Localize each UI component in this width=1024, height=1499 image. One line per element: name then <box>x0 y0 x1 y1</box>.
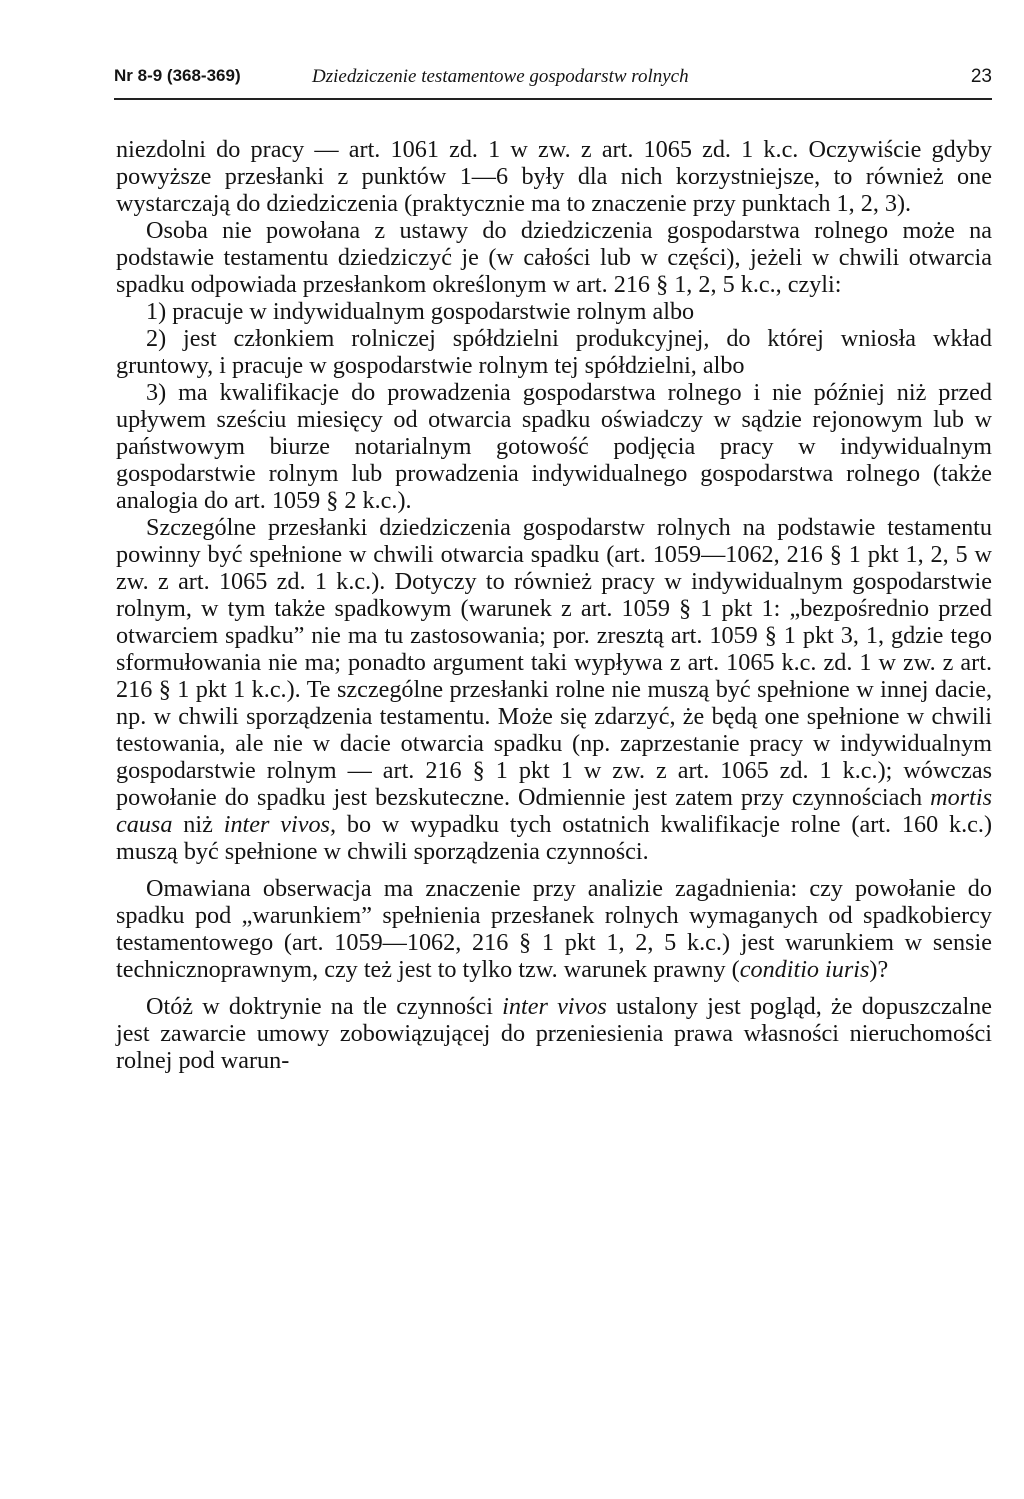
list-item-3: 3) ma kwalifikacje do prowadzenia gospodarstwa rolnego i nie później niż przed upływem sześciu miesięcy od otwarcia spadku oświadczy w sądzie rejonowym lub w państwowym biurze notarialnym gotowość podjęcia pracy w indywidualnym gospodarstwie rolnym lub prowadzenia indywidualnego gospodarstwa rolnego (także analogia do art. 1059 § 2 k.c.). <box>116 379 992 514</box>
latin-term: inter vivos <box>502 993 607 1020</box>
text-run: Szczególne przesłanki dziedziczenia gospodarstw rolnych na podstawie testamentu powinny być spełnione w chwili otwarcia spadku (art. 1059—1062, 216 § 1 pkt 1, 2, 5 w zw. z art. 1065 zd. 1 k.c.). Dotyczy to również pracy w indywidualnym gospodarstwie rolnym, w tym także spadkowym (warunek z art. 1059 § 1 pkt 1: „bezpośrednio przed otwarciem spadku” nie ma tu zastosowania; por. zresztą art. 1059 § 1 pkt 3, 1, gdzie tego sformułowania nie ma; ponadto argument taki wypływa z art. 1065 k.c. zd. 1 w zw. z art. 216 § 1 pkt 1 k.c.). Te szczególne przesłanki rolne nie muszą być spełnione w innej dacie, np. w chwili sporządzenia testamentu. Może się zdarzyć, że będą one spełnione w chwili testowania, ale nie w dacie otwarcia spadku (np. zaprzestanie pracy w indywidualnym gospodarstwie rolnym — art. 216 § 1 pkt 1 w zw. z art. 1065 zd. 1 k.c.); wówczas powołanie do spadku jest bezskuteczne. Odmiennie jest zatem przy czynnościach <box>116 514 992 811</box>
list-item-1: 1) pracuje w indywidualnym gospodarstwie rolnym albo <box>146 298 695 325</box>
running-title: Dziedziczenie testamentowe gospodarstw rolnych <box>312 66 689 87</box>
latin-term: inter vivos, <box>223 811 337 838</box>
latin-term: mortis causa <box>116 784 992 838</box>
paragraph-continuation: niezdolni do pracy — art. 1061 zd. 1 w zw. z art. 1065 zd. 1 k.c. Oczywiście gdyby powyższe przesłanki z punktów 1—6 były dla nich korzystniejsze, to również one wystarczają do dziedziczenia (praktycznie ma to znaczenie przy punktach 1, 2, 3). <box>116 136 992 217</box>
issue-number: Nr 8-9 (368-369) <box>114 66 241 85</box>
latin-term: conditio iuris <box>739 956 870 983</box>
paragraph-observation <box>116 875 992 983</box>
running-header <box>114 60 992 100</box>
article-body <box>116 136 992 1074</box>
text-run: bo w wypadku tych ostatnich kwalifikacje rolne (art. 160 k.c.) muszą być spełnione w chwili sporządzenia czynności. <box>116 811 992 865</box>
paragraph-doctrine <box>116 993 992 1074</box>
text-run: ustalony jest pogląd, że dopuszczalne jest zawarcie umowy zobowiązującej do przeniesienia prawa własności nieruchomości rolnej pod warun- <box>116 993 992 1074</box>
text-run: Omawiana obserwacja ma znaczenie przy analizie zagadnienia: czy powołanie do spadku pod „warunkiem” spełnienia przesłanek rolnych wymaganych od spadkobiercy testamentowego (art. 1059—1062, 216 § 1 pkt 1, 2, 5 k.c.) jest warunkiem w sensie technicznoprawnym, czy też jest to tylko tzw. warunek prawny ( <box>116 875 992 983</box>
text-run: )? <box>869 956 889 983</box>
page-number: 23 <box>970 66 992 87</box>
text-run: Otóż w doktrynie na tle czynności <box>146 993 503 1020</box>
paragraph-special-conditions <box>116 514 992 865</box>
list-item-2: 2) jest członkiem rolniczej spółdzielni produkcyjnej, do której wniosła wkład gruntowy, i pracuje w gospodarstwie rolnym tej spółdzielni, albo <box>116 325 992 379</box>
text-run: niż <box>172 811 224 838</box>
paragraph-inheritance-conditions: Osoba nie powołana z ustawy do dziedziczenia gospodarstwa rolnego może na podstawie testamentu dziedziczyć je (w całości lub w części), jeżeli w chwili otwarcia spadku odpowiada przesłankom określonym w art. 216 § 1, 2, 5 k.c., czyli: <box>116 217 992 298</box>
